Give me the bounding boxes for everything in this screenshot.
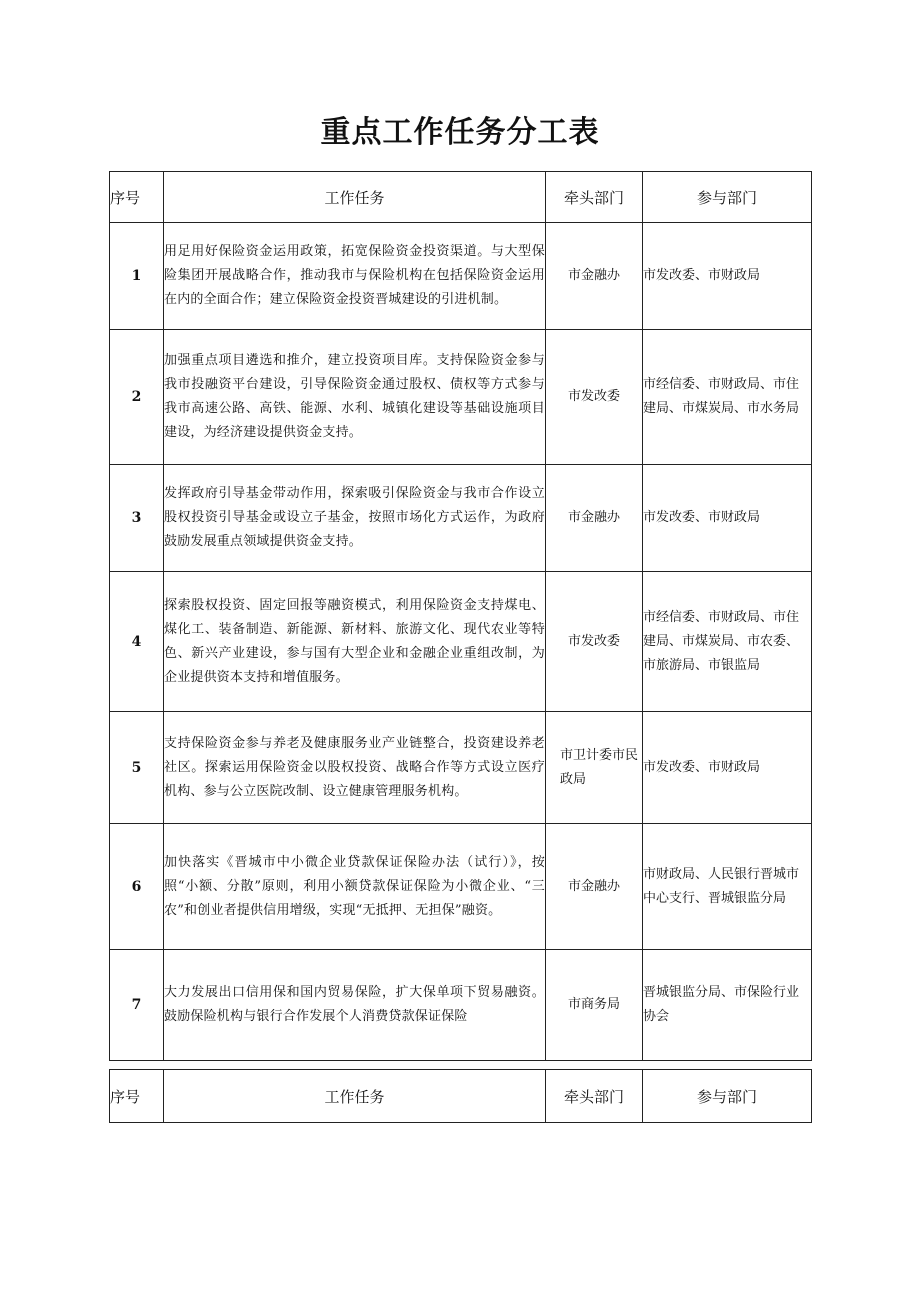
header-task: 工作任务 xyxy=(164,172,546,223)
row-task: 加快落实《晋城市中小微企业贷款保证保险办法（试行）》，按照“小额、分散”原则，利用小额贷款保证保险为小微企业、“三农”和创业者提供信用增级，实现“无抵押、无担保”融资。 xyxy=(164,824,546,950)
table-row xyxy=(110,572,812,712)
header-lead: 牵头部门 xyxy=(546,172,643,223)
row-participants: 市经信委、市财政局、市住建局、市煤炭局、市农委、市旅游局、市银监局 xyxy=(643,572,812,712)
row-no: 4 xyxy=(110,572,164,712)
table-row xyxy=(110,950,812,1061)
header-participants: 参与部门 xyxy=(643,1070,812,1123)
row-no: 2 xyxy=(110,330,164,465)
table-row xyxy=(110,465,812,572)
table-header-row xyxy=(110,172,812,223)
row-lead: 市卫计委市民政局 xyxy=(546,712,643,824)
header-no: 序号 xyxy=(110,1070,164,1123)
row-no: 1 xyxy=(110,223,164,330)
row-participants: 市发改委、市财政局 xyxy=(643,712,812,824)
header-participants: 参与部门 xyxy=(643,172,812,223)
row-participants: 市发改委、市财政局 xyxy=(643,465,812,572)
row-participants: 市经信委、市财政局、市住建局、市煤炭局、市水务局 xyxy=(643,330,812,465)
repeated-header-table xyxy=(109,1069,812,1123)
row-participants: 晋城银监分局、市保险行业协会 xyxy=(643,950,812,1061)
row-task: 大力发展出口信用保和国内贸易保险，扩大保单项下贸易融资。鼓励保险机构与银行合作发展个人消费贷款保证保险 xyxy=(164,950,546,1061)
row-participants: 市发改委、市财政局 xyxy=(643,223,812,330)
header-no: 序号 xyxy=(110,172,164,223)
task-table xyxy=(109,171,812,1061)
row-task: 用足用好保险资金运用政策，拓宽保险资金投资渠道。与大型保险集团开展战略合作，推动我市与保险机构在包括保险资金运用在内的全面合作；建立保险资金投资晋城建设的引进机制。 xyxy=(164,223,546,330)
row-lead: 市金融办 xyxy=(546,465,643,572)
row-task: 探索股权投资、固定回报等融资模式，利用保险资金支持煤电、煤化工、装备制造、新能源、新材料、旅游文化、现代农业等特色、新兴产业建设，参与国有大型企业和金融企业重组改制，为企业提供资本支持和增值服务。 xyxy=(164,572,546,712)
row-task: 支持保险资金参与养老及健康服务业产业链整合，投资建设养老社区。探索运用保险资金以股权投资、战略合作等方式设立医疗机构、参与公立医院改制、设立健康管理服务机构。 xyxy=(164,712,546,824)
row-no: 5 xyxy=(110,712,164,824)
header-task: 工作任务 xyxy=(164,1070,546,1123)
row-task: 发挥政府引导基金带动作用，探索吸引保险资金与我市合作设立股权投资引导基金或设立子基金，按照市场化方式运作，为政府鼓励发展重点领域提供资金支持。 xyxy=(164,465,546,572)
table-row xyxy=(110,824,812,950)
header-lead: 牵头部门 xyxy=(546,1070,643,1123)
row-lead: 市商务局 xyxy=(546,950,643,1061)
table-row xyxy=(110,712,812,824)
row-participants: 市财政局、人民银行晋城市中心支行、晋城银监分局 xyxy=(643,824,812,950)
table-row xyxy=(110,330,812,465)
document-title: 重点工作任务分工表 xyxy=(320,115,600,150)
row-no: 7 xyxy=(110,950,164,1061)
row-no: 6 xyxy=(110,824,164,950)
table-header-row xyxy=(110,1070,812,1123)
row-task: 加强重点项目遴选和推介，建立投资项目库。支持保险资金参与我市投融资平台建设，引导保险资金通过股权、债权等方式参与我市高速公路、高铁、能源、水利、城镇化建设等基础设施项目建设，为经济建设提供资金支持。 xyxy=(164,330,546,465)
row-no: 3 xyxy=(110,465,164,572)
row-lead: 市金融办 xyxy=(546,824,643,950)
row-lead: 市发改委 xyxy=(546,330,643,465)
row-lead: 市金融办 xyxy=(546,223,643,330)
table-row xyxy=(110,223,812,330)
row-lead: 市发改委 xyxy=(546,572,643,712)
